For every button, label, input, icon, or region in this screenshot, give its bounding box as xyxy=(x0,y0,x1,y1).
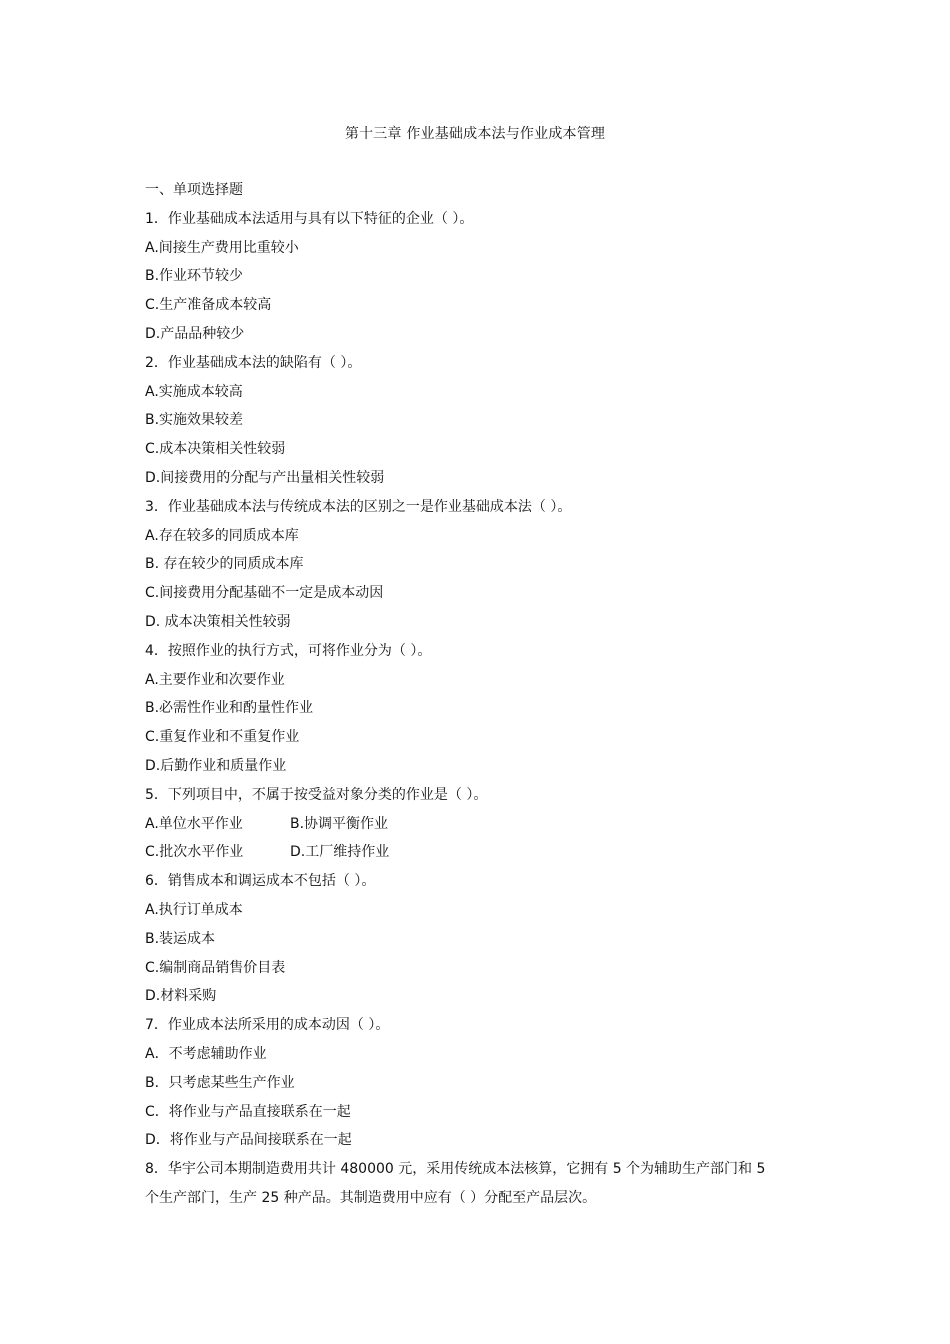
question-6-stem: 6．销售成本和调运成本不包括（ ）。 xyxy=(145,873,376,890)
question-8-stem-line-2: 个生产部门，生产 25 种产品。其制造费用中应有（ ）分配至产品层次。 xyxy=(145,1189,597,1206)
question-4-option-d: D.后勤作业和质量作业 xyxy=(145,757,287,774)
question-5-option-a: A.单位水平作业 xyxy=(145,815,243,832)
question-6-option-a: A.执行订单成本 xyxy=(145,901,243,918)
question-1-option-a: A.间接生产费用比重较小 xyxy=(145,239,299,256)
question-1-stem: 1．作业基础成本法适用与具有以下特征的企业（ ）。 xyxy=(145,210,474,227)
question-3-option-c: C.间接费用分配基础不一定是成本动因 xyxy=(145,585,384,602)
question-4-option-a: A.主要作业和次要作业 xyxy=(145,671,285,688)
question-7-option-b: B．只考虑某些生产作业 xyxy=(145,1074,295,1091)
question-4-stem: 4．按照作业的执行方式，可将作业分为（ ）。 xyxy=(145,642,432,659)
question-5-option-d: D.工厂维持作业 xyxy=(290,844,390,861)
question-6-option-c: C.编制商品销售价目表 xyxy=(145,959,286,976)
question-7-option-a: A．不考虑辅助作业 xyxy=(145,1045,267,1062)
document-title: 第十三章 作业基础成本法与作业成本管理 xyxy=(344,126,606,142)
question-3-stem: 3．作业基础成本法与传统成本法的区别之一是作业基础成本法（ ）。 xyxy=(145,498,572,515)
question-2-option-c: C.成本决策相关性较弱 xyxy=(145,441,286,458)
question-2-option-d: D.间接费用的分配与产出量相关性较弱 xyxy=(145,469,385,486)
question-1-option-d: D.产品品种较少 xyxy=(145,325,245,342)
document-body xyxy=(145,176,815,1213)
question-5-stem: 5．下列项目中，不属于按受益对象分类的作业是（ ）。 xyxy=(145,786,488,803)
question-7-option-d: D．将作业与产品间接联系在一起 xyxy=(145,1132,352,1149)
question-4-option-b: B.必需性作业和酌量性作业 xyxy=(145,700,314,717)
question-5-options-row-1 xyxy=(145,810,815,839)
question-2-option-b: B.实施效果较差 xyxy=(145,412,244,429)
question-7-option-c: C．将作业与产品直接联系在一起 xyxy=(145,1103,351,1120)
question-8-stem-line-1: 8．华宇公司本期制造费用共计 480000 元，采用传统成本法核算，它拥有 5 个为辅助生产部门和 5 xyxy=(145,1161,766,1178)
question-1-option-b: B.作业环节较少 xyxy=(145,268,244,285)
question-6-option-b: B.装运成本 xyxy=(145,930,216,947)
question-5-option-c: C.批次水平作业 xyxy=(145,844,244,861)
section-heading: 一、单项选择题 xyxy=(145,182,243,198)
question-1-option-c: C.生产准备成本较高 xyxy=(145,297,272,314)
question-3-option-d: D. 成本决策相关性较弱 xyxy=(145,613,291,630)
question-2-option-a: A.实施成本较高 xyxy=(145,383,243,400)
question-4-option-c: C.重复作业和不重复作业 xyxy=(145,729,300,746)
question-7-stem: 7．作业成本法所采用的成本动因（ ）。 xyxy=(145,1017,390,1034)
question-2-stem: 2．作业基础成本法的缺陷有（ ）。 xyxy=(145,354,362,371)
question-3-option-a: A.存在较多的同质成本库 xyxy=(145,527,299,544)
question-5-option-b: B.协调平衡作业 xyxy=(290,815,389,832)
question-5-options-row-2 xyxy=(145,838,815,867)
question-6-option-d: D.材料采购 xyxy=(145,988,217,1005)
question-3-option-b: B. 存在较少的同质成本库 xyxy=(145,556,304,573)
